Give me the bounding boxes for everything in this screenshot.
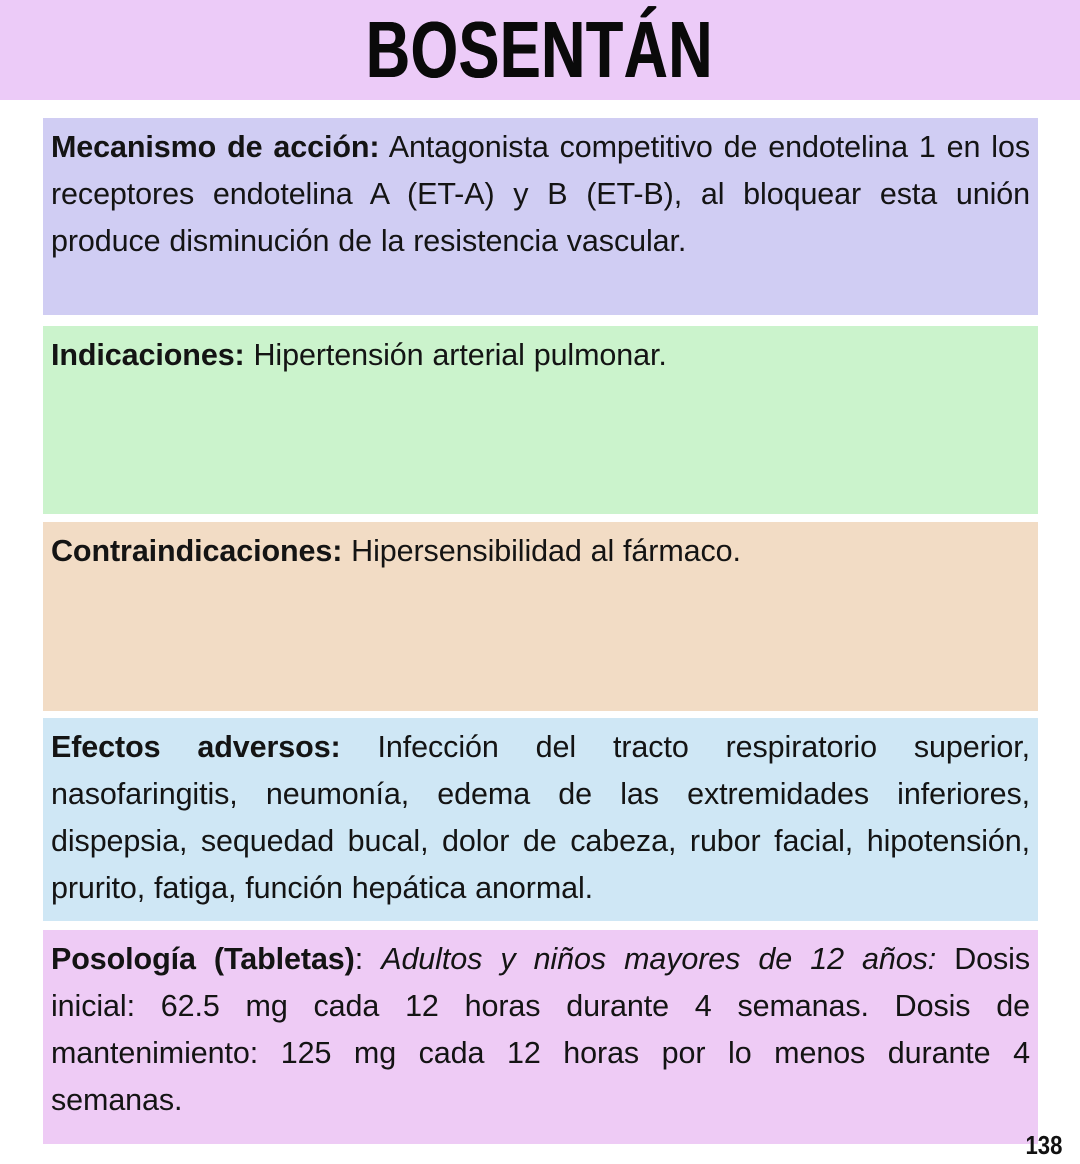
section-paragraph bbox=[51, 936, 1030, 1124]
page-number: 138 bbox=[1025, 1130, 1062, 1160]
section-label: Indicaciones: bbox=[51, 338, 245, 372]
section-body: Antagonista competitivo de endotelina 1 en los receptores endotelina A (ET-A) y B (ET-B), al bloquear esta unión produce disminución de la resistencia vascular. bbox=[51, 130, 1030, 258]
section-label: Contraindicaciones: bbox=[51, 534, 343, 568]
section-contraindicaciones bbox=[43, 522, 1038, 711]
section-label: Mecanismo de acción: bbox=[51, 130, 380, 164]
section-body: Dosis inicial: 62.5 mg cada 12 horas durante 4 semanas. Dosis de mantenimiento: 125 mg cada 12 horas por lo menos durante 4 semanas. bbox=[51, 942, 1031, 1117]
section-indicaciones bbox=[43, 326, 1038, 514]
section-paragraph bbox=[51, 124, 1030, 265]
section-posologia bbox=[43, 930, 1038, 1144]
section-body: Infección del tracto respiratorio superior, nasofaringitis, neumonía, edema de las extremidades inferiores, dispepsia, sequedad bucal, dolor de cabeza, rubor facial, hipotensión, prurito, fatiga, función hepática anormal. bbox=[51, 730, 1030, 905]
section-mecanismo-de-accion bbox=[43, 118, 1038, 315]
section-label: Efectos adversos: bbox=[51, 730, 341, 764]
section-paragraph bbox=[51, 724, 1030, 912]
section-paragraph bbox=[51, 332, 1030, 379]
section-separator: : bbox=[354, 942, 382, 976]
page-title: BOSENTÁN bbox=[366, 4, 714, 95]
section-efectos-adversos bbox=[43, 718, 1038, 921]
section-body: Hipertensión arterial pulmonar. bbox=[244, 338, 667, 372]
section-body: Hipersensibilidad al fármaco. bbox=[342, 534, 741, 568]
title-banner bbox=[0, 0, 1080, 100]
section-emphasis: Adultos y niños mayores de 12 años: bbox=[381, 942, 937, 976]
section-paragraph bbox=[51, 528, 1030, 575]
section-label: Posología (Tabletas) bbox=[51, 942, 355, 976]
